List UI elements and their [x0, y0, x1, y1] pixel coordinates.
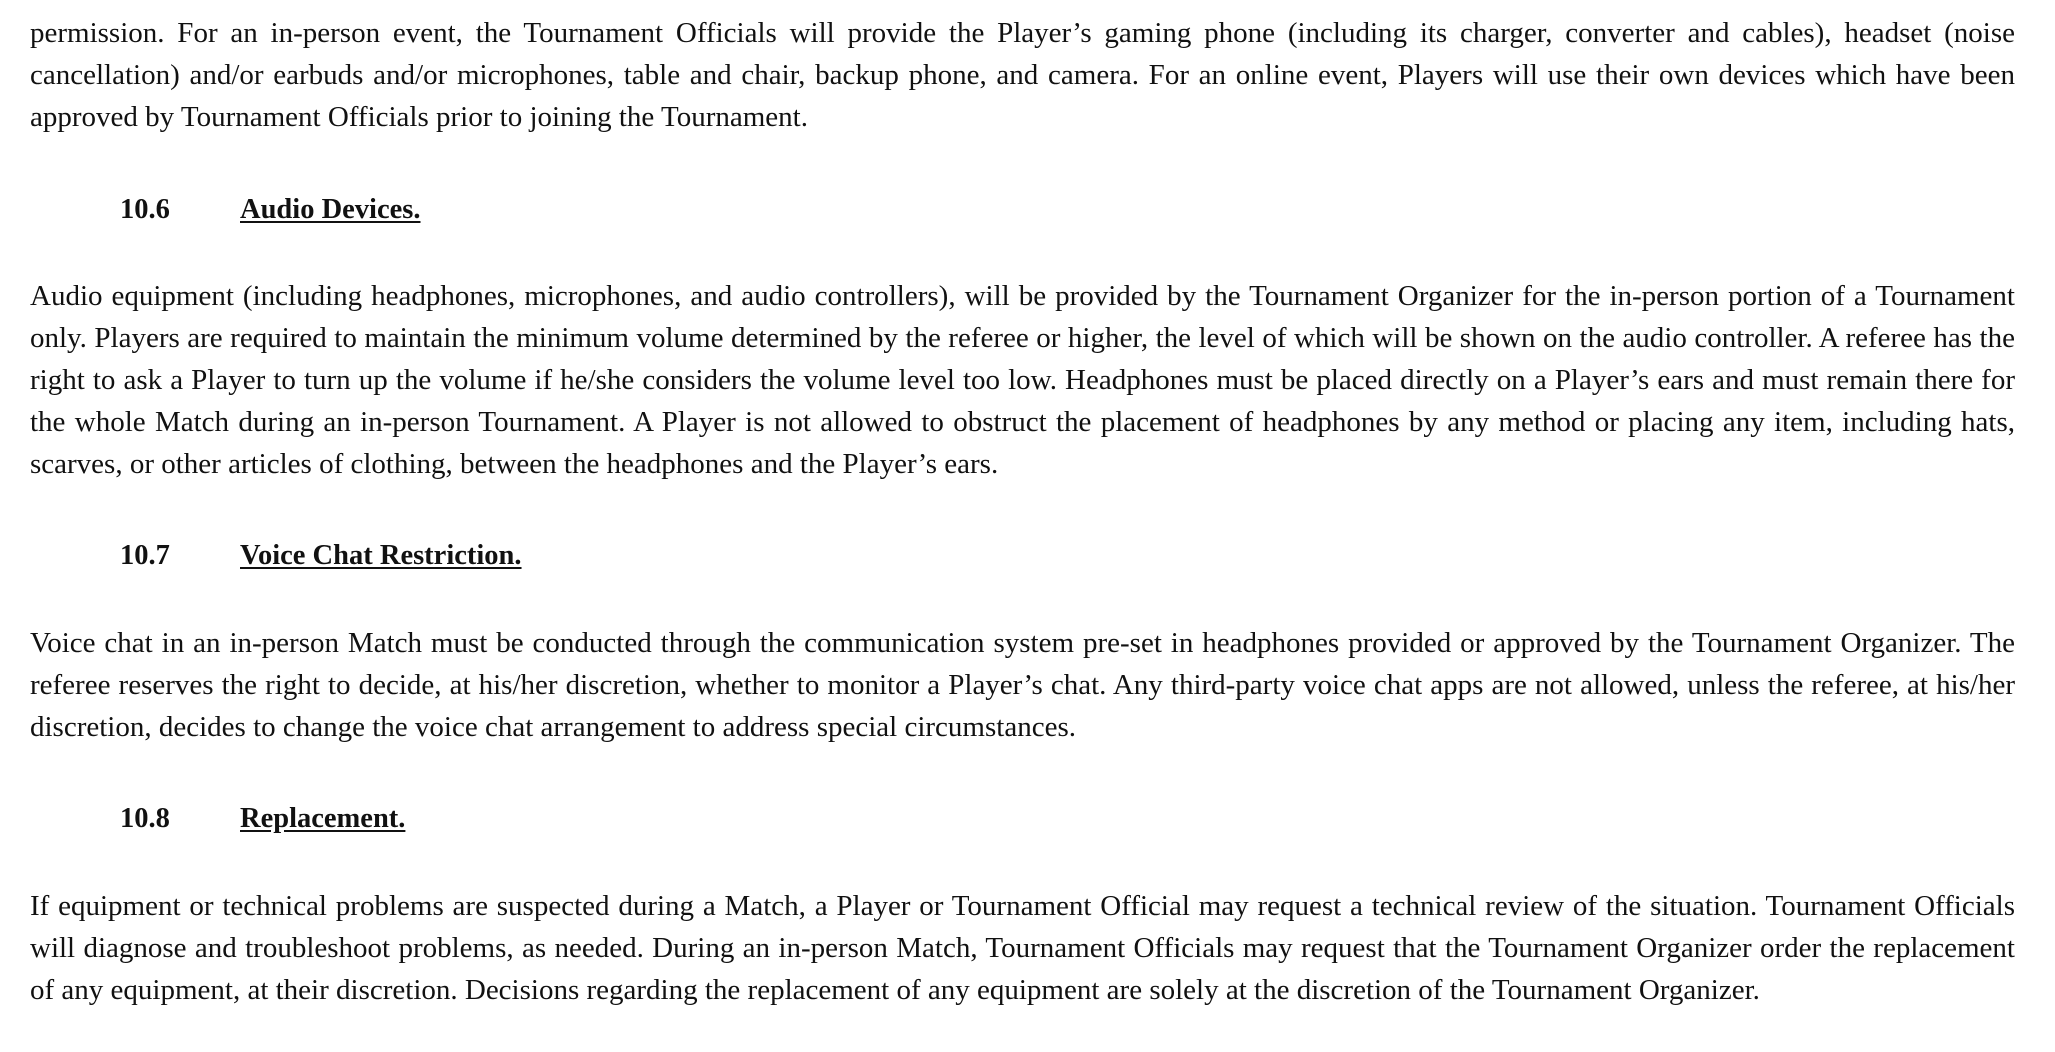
section-heading-10-6 — [30, 189, 2015, 231]
section-body-10-8: If equipment or technical problems are suspected during a Match, a Player or Tournament Official may request a technical review of the situation. Tournament Officials will diagnose and troubleshoot problems, as needed. During an in-person Match, Tournament Officials may request that the Tournament Organizer order the replacement of any equipment, at their discretion. Decisions regarding the replacement of any equipment are solely at the discretion of the Tournament Organizer. — [30, 890, 2015, 1006]
intro-paragraph: permission. For an in-person event, the Tournament Officials will provide the Player’s gaming phone (including its charger, converter and cables), headset (noise cancellation) and/or earbuds and/or microphones, table and chair, backup phone, and camera. For an online event, Players will use their own devices which have been approved by Tournament Officials prior to joining the Tournament. — [30, 17, 2015, 133]
section-number: 10.7 — [120, 540, 170, 571]
section-title: Voice Chat Restriction. — [240, 540, 522, 571]
section-body-10-7: Voice chat in an in-person Match must be conducted through the communication system pre-set in headphones provided or approved by the Tournament Organizer. The referee reserves the right to decide, at his/her discretion, whether to monitor a Player’s chat. Any third-party voice chat apps are not allowed, unless the referee, at his/her discretion, decides to change the voice chat arrangement to address special circumstances. — [30, 627, 2015, 743]
section-title: Audio Devices. — [240, 194, 421, 225]
section-title: Replacement. — [240, 803, 406, 834]
section-body-10-6: Audio equipment (including headphones, microphones, and audio controllers), will be provided by the Tournament Organizer for the in-person portion of a Tournament only. Players are required to maintain the minimum volume determined by the referee or higher, the level of which will be shown on the audio controller. A referee has the right to ask a Player to turn up the volume if he/she considers the volume level too low. Headphones must be placed directly on a Player’s ears and must remain there for the whole Match during an in-person Tournament. A Player is not allowed to obstruct the placement of headphones by any method or placing any item, including hats, scarves, or other articles of clothing, between the headphones and the Player’s ears. — [30, 280, 2015, 480]
section-heading-10-8 — [30, 798, 2015, 840]
section-heading-10-7 — [30, 535, 2015, 577]
section-number: 10.6 — [120, 194, 170, 225]
section-number: 10.8 — [120, 803, 170, 834]
